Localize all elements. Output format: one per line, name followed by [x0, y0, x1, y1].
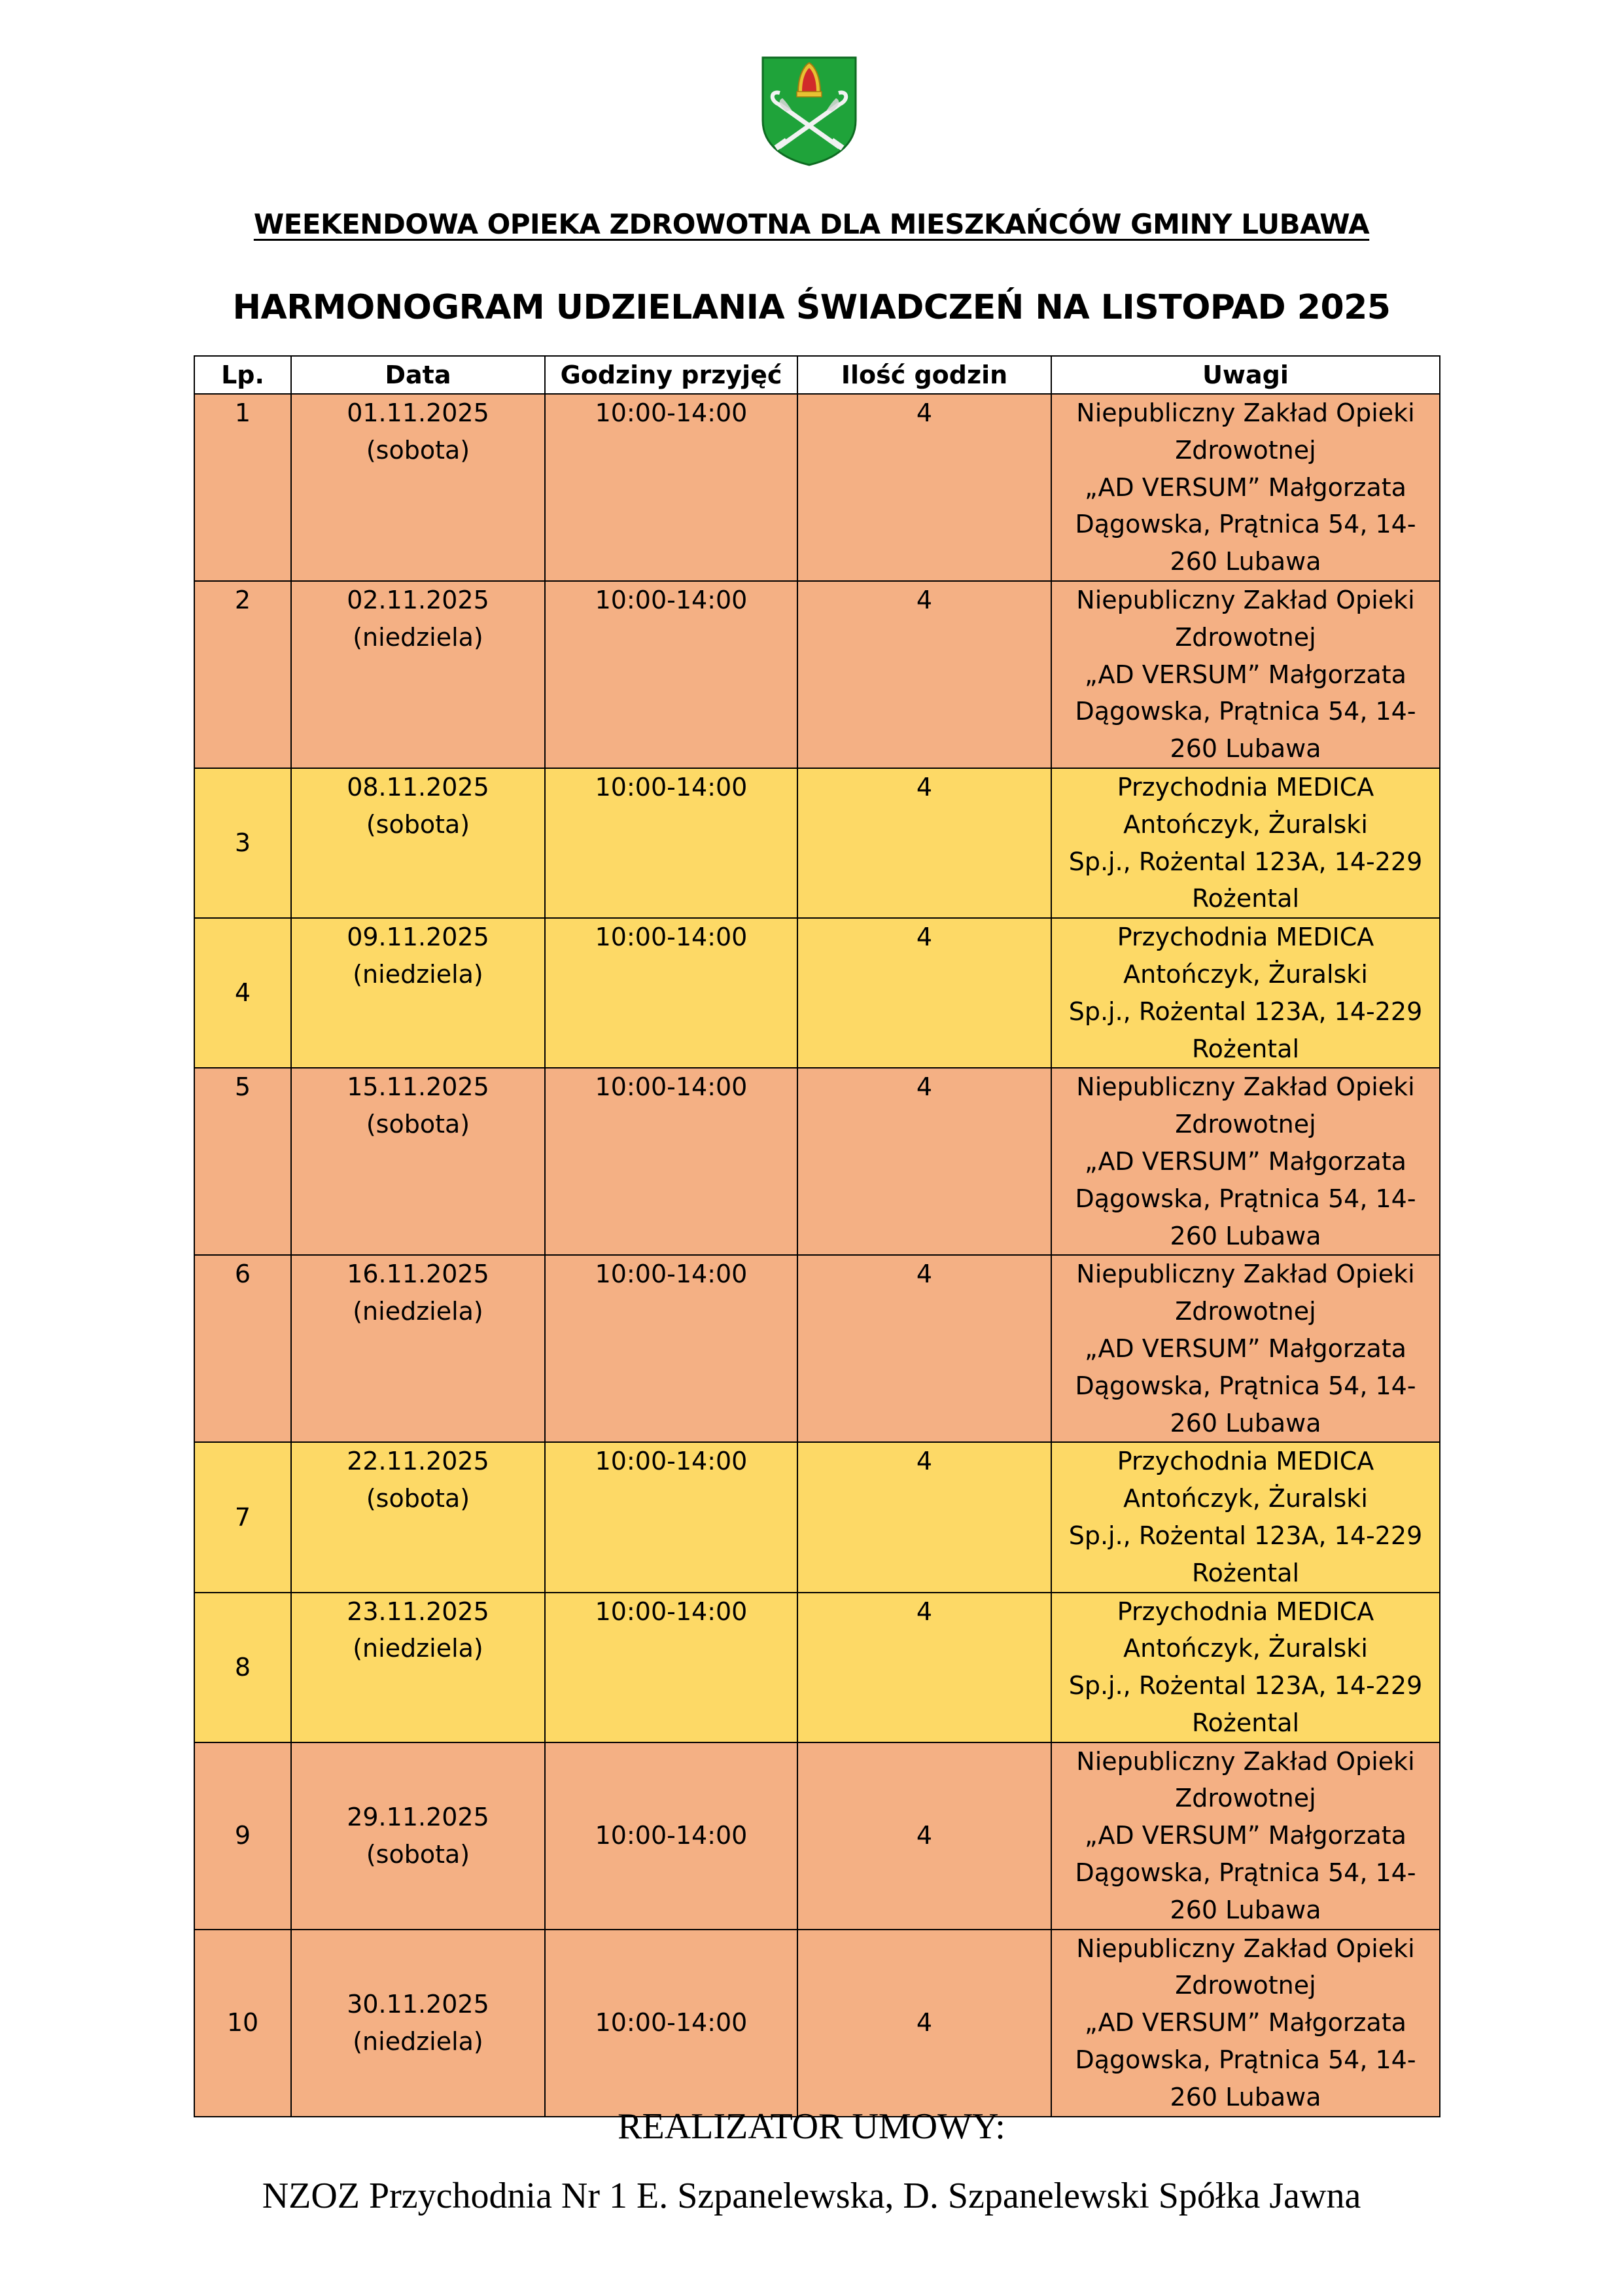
note-line: Sp.j., Rożental 123A, 14-229 [1068, 1671, 1423, 1701]
row-hours: 10:00-14:00 [545, 394, 797, 581]
row-lp: 3 [194, 768, 291, 918]
table-row [194, 581, 1440, 768]
row-lp: 10 [194, 1930, 291, 2117]
row-day: (niedziela) [353, 1634, 483, 1663]
row-hours: 10:00-14:00 [545, 1068, 797, 1255]
row-date: 08.11.2025 [347, 772, 489, 802]
note-line: „AD VERSUM” Małgorzata [1085, 1146, 1406, 1176]
row-date-cell [291, 768, 545, 918]
row-hours: 10:00-14:00 [545, 768, 797, 918]
table-row [194, 394, 1440, 581]
note-line: Dągowska, Prątnica 54, 14- [1075, 1371, 1416, 1400]
row-notes [1051, 918, 1440, 1068]
row-notes [1051, 1442, 1440, 1592]
row-count: 4 [797, 1255, 1051, 1442]
note-line: 260 Lubawa [1170, 1408, 1321, 1438]
row-day: (niedziela) [353, 1297, 483, 1326]
note-line: Zdrowotnej [1175, 622, 1316, 652]
row-lp: 2 [194, 581, 291, 768]
row-hours: 10:00-14:00 [545, 1742, 797, 1930]
row-day: (sobota) [366, 435, 470, 465]
note-line: Zdrowotnej [1175, 1297, 1316, 1326]
note-line: Antończyk, Żuralski [1123, 1634, 1368, 1663]
note-line: Zdrowotnej [1175, 435, 1316, 465]
row-notes [1051, 1742, 1440, 1930]
row-lp: 7 [194, 1442, 291, 1592]
row-day: (sobota) [366, 1839, 470, 1869]
note-line: Rożental [1191, 1558, 1300, 1587]
row-lp: 1 [194, 394, 291, 581]
row-count: 4 [797, 768, 1051, 918]
document-title: HARMONOGRAM UDZIELANIA ŚWIADCZEŃ NA LISTOPAD 2025 [232, 288, 1391, 327]
note-line: Sp.j., Rożental 123A, 14-229 [1068, 997, 1423, 1026]
note-line: 260 Lubawa [1170, 734, 1321, 764]
row-date-cell [291, 1742, 545, 1930]
note-line: Przychodnia MEDICA [1117, 1597, 1374, 1626]
note-line: Niepubliczny Zakład Opieki [1076, 1746, 1415, 1776]
note-line: Przychodnia MEDICA [1117, 772, 1374, 802]
table-header-row [194, 356, 1440, 394]
note-line: „AD VERSUM” Małgorzata [1085, 2008, 1406, 2038]
row-date: 01.11.2025 [347, 398, 489, 427]
note-line: Zdrowotnej [1175, 1971, 1316, 2000]
note-line: Sp.j., Rożental 123A, 14-229 [1068, 1521, 1423, 1550]
note-line: Antończyk, Żuralski [1123, 1484, 1368, 1513]
note-line: Rożental [1191, 1708, 1300, 1737]
row-notes [1051, 394, 1440, 581]
note-line: Dągowska, Prątnica 54, 14- [1075, 1184, 1416, 1213]
row-day: (sobota) [366, 1484, 470, 1513]
note-line: Dągowska, Prątnica 54, 14- [1075, 1858, 1416, 1888]
note-line: Niepubliczny Zakład Opieki [1076, 1260, 1415, 1289]
row-lp: 6 [194, 1255, 291, 1442]
row-day: (niedziela) [353, 959, 483, 989]
row-date: 16.11.2025 [347, 1260, 489, 1289]
row-date: 30.11.2025 [347, 1989, 489, 2019]
row-notes [1051, 581, 1440, 768]
row-hours: 10:00-14:00 [545, 581, 797, 768]
row-hours: 10:00-14:00 [545, 1255, 797, 1442]
row-hours: 10:00-14:00 [545, 1442, 797, 1592]
note-line: Dągowska, Prątnica 54, 14- [1075, 2045, 1416, 2075]
row-date-cell [291, 1068, 545, 1255]
header-lp: Lp. [194, 356, 291, 394]
row-count: 4 [797, 1930, 1051, 2117]
note-line: Dągowska, Prątnica 54, 14- [1075, 697, 1416, 726]
table-row [194, 1742, 1440, 1930]
note-line: Niepubliczny Zakład Opieki [1076, 1072, 1415, 1102]
note-line: Przychodnia MEDICA [1117, 1447, 1374, 1476]
note-line: „AD VERSUM” Małgorzata [1085, 1821, 1406, 1850]
row-date-cell [291, 1255, 545, 1442]
row-date-cell [291, 1930, 545, 2117]
note-line: „AD VERSUM” Małgorzata [1085, 472, 1406, 502]
row-date-cell [291, 581, 545, 768]
row-count: 4 [797, 1742, 1051, 1930]
row-date-cell [291, 1442, 545, 1592]
row-count: 4 [797, 1068, 1051, 1255]
row-count: 4 [797, 581, 1051, 768]
note-line: Niepubliczny Zakład Opieki [1076, 398, 1415, 427]
table-row [194, 1593, 1440, 1742]
row-notes [1051, 1593, 1440, 1742]
row-date: 23.11.2025 [347, 1597, 489, 1626]
note-line: Zdrowotnej [1175, 1110, 1316, 1139]
note-line: Przychodnia MEDICA [1117, 923, 1374, 952]
row-count: 4 [797, 1593, 1051, 1742]
note-line: „AD VERSUM” Małgorzata [1085, 1333, 1406, 1363]
footer-label: REALIZATOR UMOWY: [618, 2106, 1005, 2147]
header-date: Data [291, 356, 545, 394]
table-row [194, 1255, 1440, 1442]
note-line: 260 Lubawa [1170, 2082, 1321, 2111]
note-line: 260 Lubawa [1170, 547, 1321, 576]
schedule-table [194, 355, 1440, 2117]
row-lp: 8 [194, 1593, 291, 1742]
table-row [194, 1442, 1440, 1592]
note-line: Rożental [1191, 1034, 1300, 1063]
table-row [194, 1930, 1440, 2117]
note-line: Antończyk, Żuralski [1123, 809, 1368, 839]
header-hours: Godziny przyjęć [545, 356, 797, 394]
row-hours: 10:00-14:00 [545, 1593, 797, 1742]
row-notes [1051, 1068, 1440, 1255]
row-hours: 10:00-14:00 [545, 918, 797, 1068]
note-line: „AD VERSUM” Małgorzata [1085, 660, 1406, 689]
note-line: Zdrowotnej [1175, 1784, 1316, 1813]
row-notes [1051, 768, 1440, 918]
row-count: 4 [797, 394, 1051, 581]
header-count: Ilość godzin [797, 356, 1051, 394]
row-lp: 9 [194, 1742, 291, 1930]
row-count: 4 [797, 918, 1051, 1068]
note-line: Sp.j., Rożental 123A, 14-229 [1068, 847, 1423, 876]
row-hours: 10:00-14:00 [545, 1930, 797, 2117]
note-line: Niepubliczny Zakład Opieki [1076, 585, 1415, 614]
row-day: (niedziela) [353, 622, 483, 652]
document-subtitle: WEEKENDOWA OPIEKA ZDROWOTNA DLA MIESZKAŃCÓW GMINY LUBAWA [253, 208, 1370, 240]
table-row [194, 768, 1440, 918]
row-lp: 5 [194, 1068, 291, 1255]
note-line: 260 Lubawa [1170, 1221, 1321, 1250]
row-date: 22.11.2025 [347, 1447, 489, 1476]
row-date: 15.11.2025 [347, 1072, 489, 1102]
note-line: Niepubliczny Zakład Opieki [1076, 1934, 1415, 1963]
row-date: 02.11.2025 [347, 585, 489, 614]
row-date-cell [291, 918, 545, 1068]
row-notes [1051, 1255, 1440, 1442]
note-line: Rożental [1191, 884, 1300, 913]
table-row [194, 918, 1440, 1068]
row-date: 29.11.2025 [347, 1802, 489, 1831]
row-notes [1051, 1930, 1440, 2117]
row-lp: 4 [194, 918, 291, 1068]
row-date-cell [291, 394, 545, 581]
lubawa-coat-of-arms-icon [760, 55, 858, 166]
row-day: (sobota) [366, 809, 470, 839]
row-count: 4 [797, 1442, 1051, 1592]
row-day: (niedziela) [353, 2026, 483, 2056]
note-line: Antończyk, Żuralski [1123, 959, 1368, 989]
footer-provider: NZOZ Przychodnia Nr 1 E. Szpanelewska, D. Szpanelewski Spółka Jawna [262, 2176, 1361, 2216]
row-day: (sobota) [366, 1110, 470, 1139]
note-line: 260 Lubawa [1170, 1895, 1321, 1924]
header-notes: Uwagi [1051, 356, 1440, 394]
table-row [194, 1068, 1440, 1255]
row-date-cell [291, 1593, 545, 1742]
row-date: 09.11.2025 [347, 923, 489, 952]
note-line: Dągowska, Prątnica 54, 14- [1075, 510, 1416, 539]
